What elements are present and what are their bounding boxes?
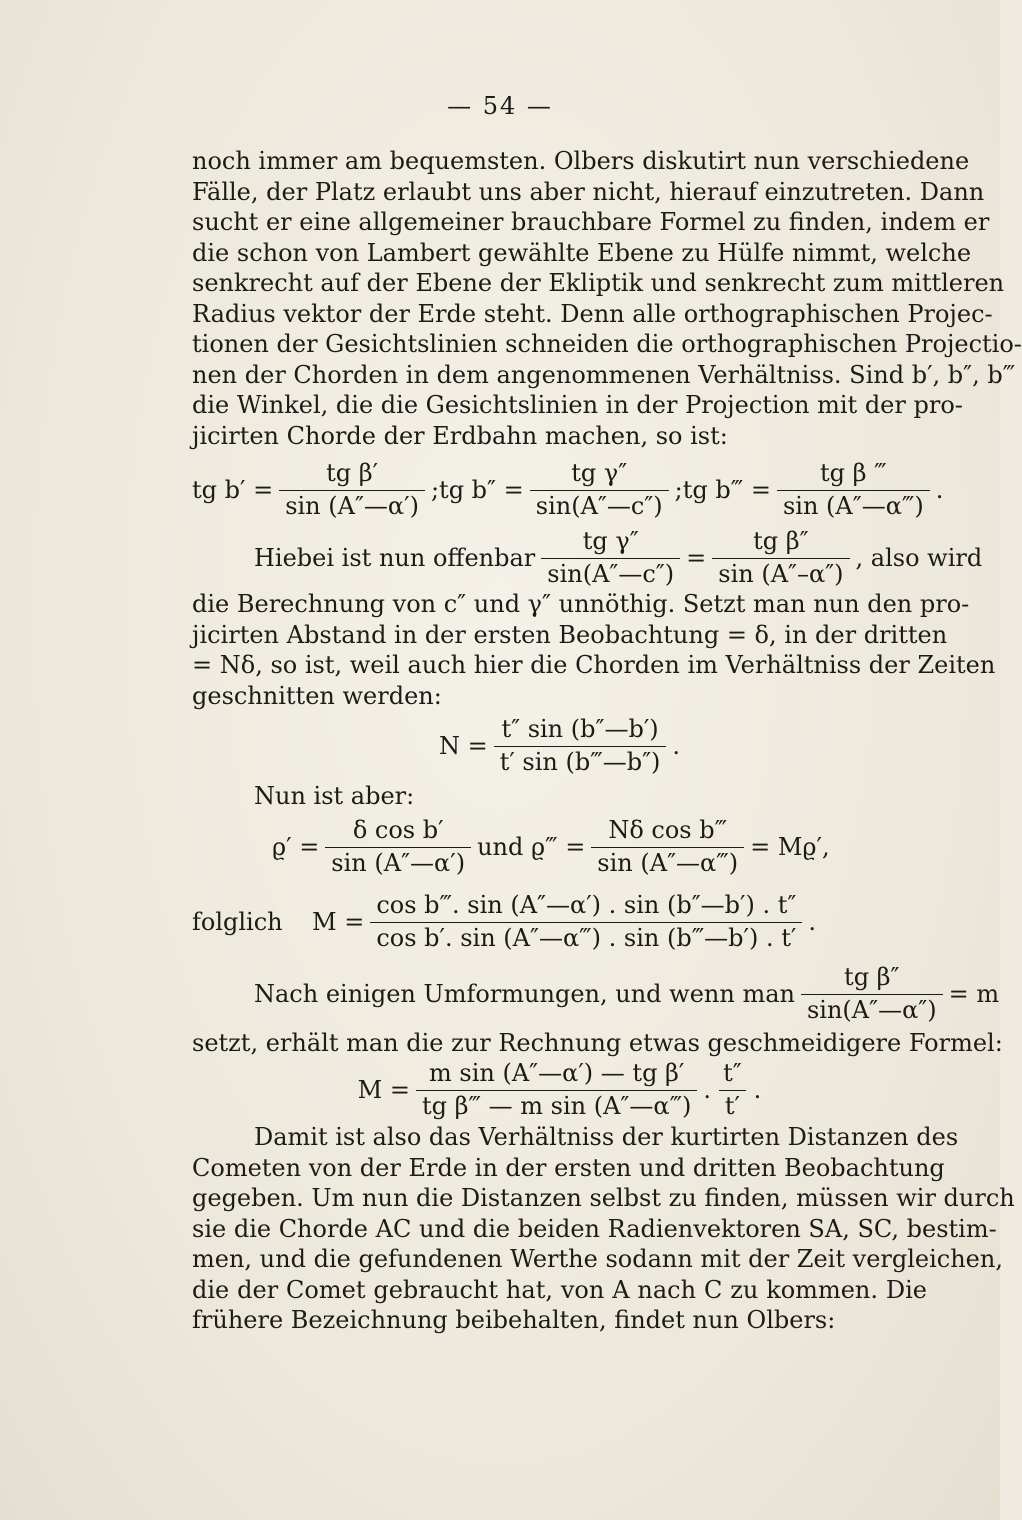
equals-sign: =	[686, 543, 707, 572]
formula-rho	[192, 812, 927, 884]
multiply-dot: .	[703, 1075, 712, 1104]
formula-trail-text: = m	[948, 980, 1000, 1009]
numerator: cos b‴. sin (A″—α′) . sin (b″—b′) . t″	[376, 891, 797, 920]
formula-m	[192, 884, 927, 962]
separator: ;	[430, 475, 440, 504]
numerator: tg γ″	[582, 526, 639, 555]
denominator: sin(A″—α″)	[801, 994, 943, 1025]
numerator: tg γ″	[571, 458, 628, 487]
formula-trail-text: , also wird	[855, 543, 983, 572]
text-line: Cometen von der Erde in der ersten und dritten Beobachtung	[192, 1153, 945, 1182]
formula-end: .	[935, 475, 944, 504]
denominator: sin (A″—α‴)	[777, 490, 930, 521]
numerator: δ cos b′	[352, 816, 444, 845]
fraction	[370, 892, 802, 952]
formula-end: .	[808, 908, 816, 937]
formula-lead-text: Nach einigen Umformungen, und wenn man	[254, 980, 795, 1009]
numerator: t″	[723, 1058, 742, 1087]
fraction	[416, 1060, 697, 1120]
formula-term: N =	[438, 731, 488, 760]
text-line: men, und die gefundenen Werthe sodann mit der Zeit vergleichen,	[192, 1245, 1003, 1273]
text-line: die Berechnung von c″ und γ″ unnöthig. Setzt man nun den pro-	[192, 590, 970, 618]
denominator: t′	[719, 1090, 746, 1121]
text-line: Radius vektor der Erde steht. Denn alle orthographischen Projec-	[192, 299, 993, 328]
formula-tangents	[192, 453, 944, 527]
fraction	[777, 460, 930, 520]
text-line: geschnitten werden:	[192, 681, 442, 710]
fraction	[530, 460, 669, 520]
text-line: die schon von Lambert gewählte Ebene zu Hülfe nimmt, welche	[192, 238, 972, 267]
fraction	[325, 817, 471, 877]
fraction	[717, 1060, 748, 1120]
denominator: sin (A″–α″)	[712, 558, 849, 589]
text-line: gegeben. Um nun die Distanzen selbst zu finden, müssen wir durch	[192, 1184, 1015, 1212]
page-number: — 54 —	[447, 92, 553, 120]
text-line: Damit ist also das Verhältniss der kurtirten Distanzen des	[254, 1123, 959, 1151]
formula-end: .	[672, 731, 681, 760]
fraction	[591, 817, 744, 877]
numerator: tg β ‴	[820, 458, 887, 487]
denominator: sin (A″—α′)	[325, 847, 471, 878]
text-line: Nun ist aber:	[254, 782, 415, 810]
fraction	[279, 460, 425, 520]
paragraph-2	[192, 589, 996, 711]
formula-n	[192, 711, 927, 781]
text-line: noch immer am bequemsten. Olbers diskutirt nun verschiedene	[192, 147, 970, 175]
text-line: sucht er eine allgemeiner brauchbare Formel zu finden, indem er	[192, 208, 990, 236]
numerator: tg β″	[844, 963, 900, 992]
fraction	[494, 716, 667, 776]
page-body	[192, 146, 1022, 1336]
text-line: die der Comet gebraucht hat, von A nach C zu kommen. Die	[192, 1275, 927, 1304]
formula-trail-text: = Mϱ′,	[750, 833, 830, 862]
numerator: tg β′	[326, 458, 379, 487]
formula-end: .	[753, 1075, 762, 1104]
formula-term: M =	[357, 1075, 410, 1104]
text-line: = Nδ, so ist, weil auch hier die Chorden im Verhältniss der Zeiten	[192, 651, 996, 679]
formula-m-final	[192, 1058, 927, 1122]
numerator: t″ sin (b″—b′)	[501, 714, 659, 743]
denominator: sin (A″—α‴)	[591, 847, 744, 878]
text-line: sie die Chorde AC und die beiden Radienvektoren SA, SC, bestim-	[192, 1214, 997, 1243]
numerator: Nδ cos b‴	[608, 816, 728, 845]
text-line: jicirten Abstand in der ersten Beobachtung = δ, in der dritten	[192, 620, 948, 649]
formula-term: ϱ′ =	[272, 833, 320, 862]
formula-term: tg b′ =	[192, 475, 274, 504]
denominator: sin(A″—c″)	[541, 558, 680, 589]
text-line: jicirten Chorde der Erdbahn machen, so ist:	[192, 421, 728, 450]
formula-m-definition	[192, 962, 1000, 1028]
formula-term: M =	[312, 908, 365, 937]
text-line: Fälle, der Platz erlaubt uns aber nicht, hierauf einzutreten. Dann	[192, 177, 985, 206]
text-line: tionen der Gesichtslinien schneiden die orthographischen Projectio-	[192, 330, 1022, 358]
denominator: sin(A″—c″)	[530, 490, 669, 521]
fraction	[541, 528, 680, 588]
formula-term: tg b″ =	[439, 475, 524, 504]
text-line: setzt, erhält man die zur Rechnung etwas geschmeidigere Formel:	[192, 1028, 1003, 1057]
fraction	[801, 964, 943, 1024]
formula-lead-text: Hiebei ist nun offenbar	[254, 543, 536, 572]
paragraph-1	[192, 146, 1022, 451]
text-line: frühere Bezeichnung beibehalten, findet nun Olbers:	[192, 1306, 836, 1334]
text-line: nen der Chorden in dem angenommenen Verhältniss. Sind b′, b″, b‴	[192, 360, 1016, 389]
numerator: m sin (A″—α′) — tg β′	[429, 1058, 685, 1087]
text-line: senkrecht auf der Ebene der Ekliptik und senkrecht zum mittleren	[192, 269, 1005, 297]
denominator: sin (A″—α′)	[279, 490, 425, 521]
numerator: tg β″	[753, 526, 809, 555]
formula-term: tg b‴ =	[682, 475, 771, 504]
denominator: tg β‴ — m sin (A″—α‴)	[416, 1090, 697, 1121]
formula-term: und ϱ‴ =	[477, 833, 586, 862]
fraction	[712, 528, 849, 588]
text-line: die Winkel, die die Gesichtslinien in der Projection mit der pro-	[192, 391, 963, 419]
denominator: cos b′. sin (A″—α‴) . sin (b‴—b′) . t′	[370, 922, 802, 953]
separator: ;	[674, 475, 683, 504]
denominator: t′ sin (b‴—b″)	[494, 746, 667, 777]
formula-lead-text: folglich	[192, 908, 283, 937]
paragraph-3	[192, 1122, 1015, 1336]
formula-equality	[192, 526, 983, 589]
